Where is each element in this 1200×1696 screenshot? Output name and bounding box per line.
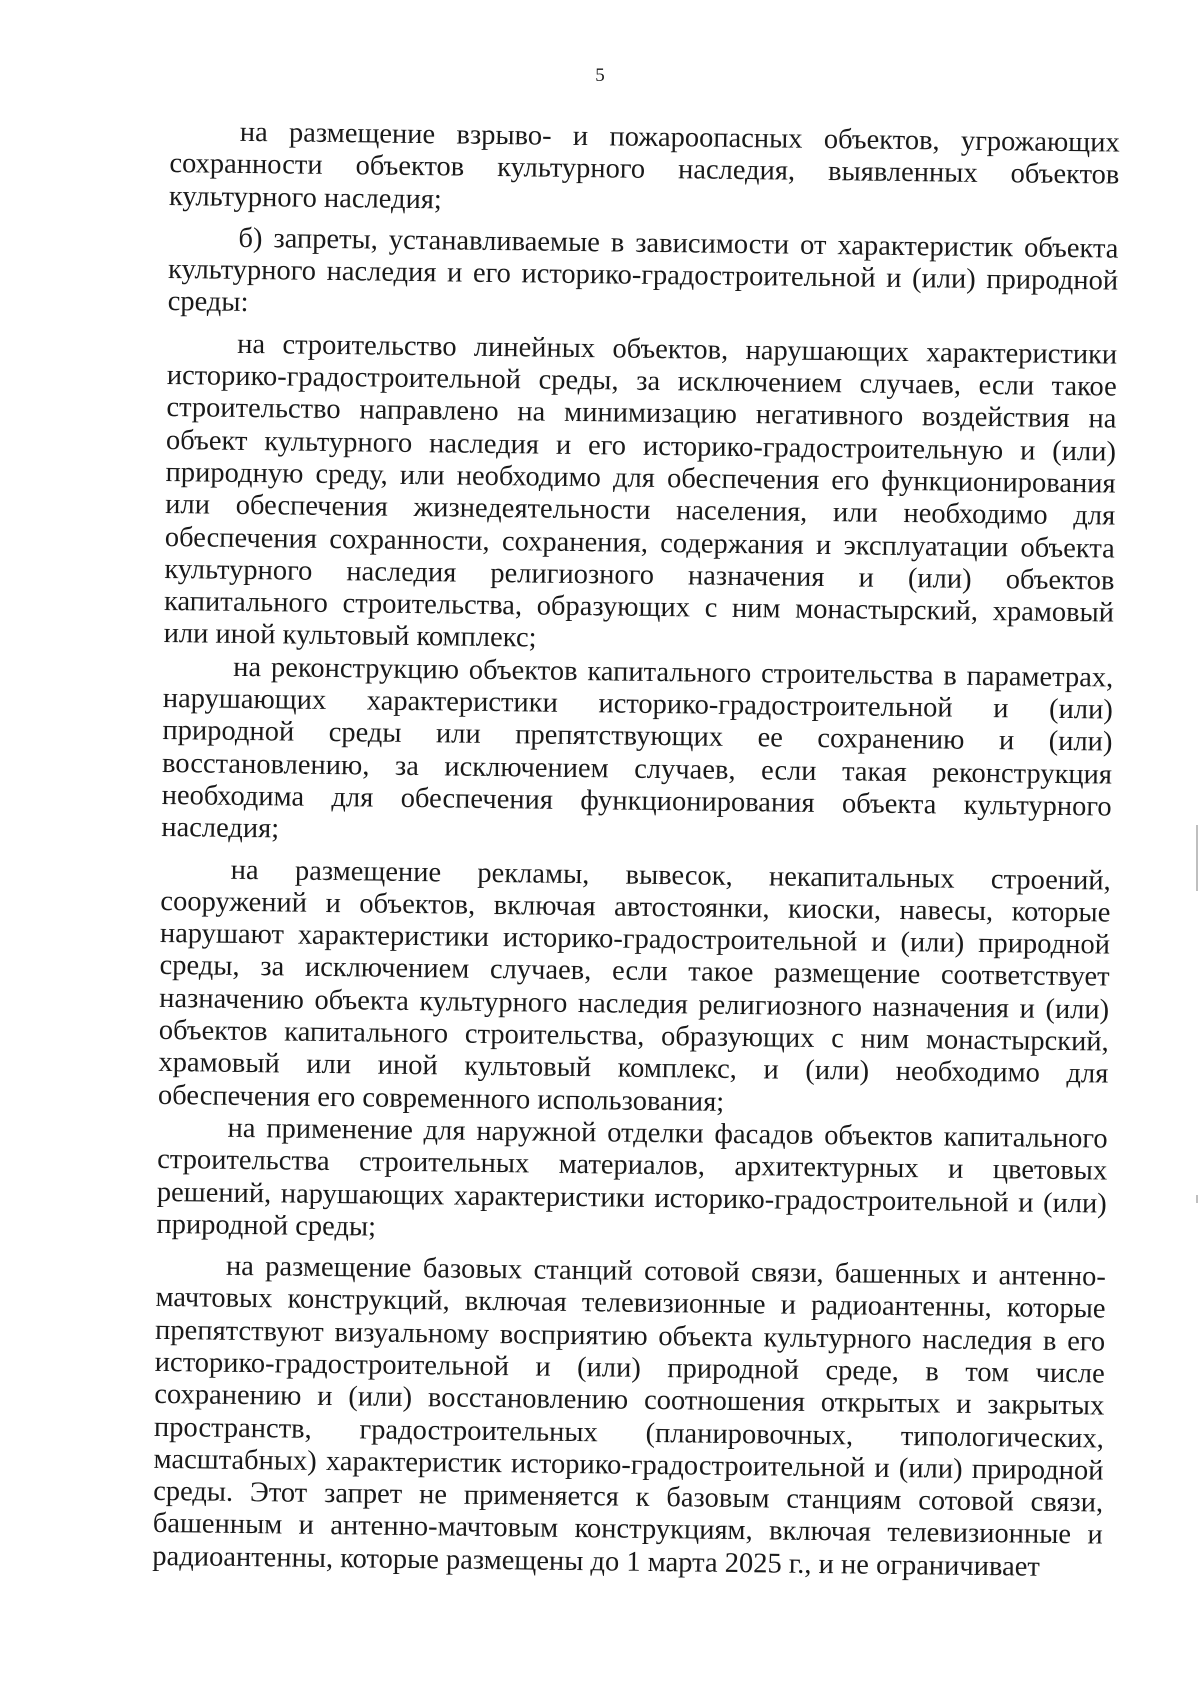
scan-edge-mark	[1196, 825, 1198, 891]
scan-edge-mark	[1196, 1195, 1198, 1203]
paragraph: б) запреты, устанавливаемые в зависимости от характеристик объекта культурного наследия и его историко-градостроительной и (или) природной среды:	[167, 222, 1119, 319]
page-number: 5	[595, 65, 605, 86]
document-body	[152, 116, 1120, 1585]
paragraph: на размещение рекламы, вывесок, некапитальных строений, сооружений и объектов, включая автостоянки, киоски, навесы, которые нарушают характеристики историко-градостроительной и (или) природной среды, за исключением случаев, если такое размещение соответствует назначению объекта культурного наследия религиозного назначения и (или) объектов капитального строительства, образующих с ним монастырский, храмовый или иной культовый комплекс, и (или) необходимо для обеспечения его современного использования;	[157, 854, 1111, 1118]
paragraph: на размещение взрыво- и пожароопасных объектов, угрожающих сохранности объектов культурного наследия, выявленных объектов культурного наследия;	[168, 116, 1120, 215]
paragraph: на реконструкцию объектов капитального строительства в параметрах, нарушающих характеристики историко-градостроительной и (или) природной среды или препятствующих ее сохранению и (или) восстановлению, за исключением случаев, если такая реконструкция необходима для обеспечения функционирования объекта культурного наследия;	[161, 651, 1114, 845]
paragraph: на размещение базовых станций сотовой связи, башенных и антенно-мачтовых конструкций, включая телевизионные и радиоантенны, которые препятствуют визуальному восприятию объекта культурного наследия в его историко-градостроительной и (или) природной среде, в том числе сохранению и (или) восстановлению соотношения открытых и закрытых пространств, градостроительных (планировочных, типологических, масштабных) характеристик историко-градостроительной и (или) природной среды. Этот запрет не применяется к базовым станциям сотовой связи, башенным и антенно-мачтовым конструкциям, включая телевизионные и радиоантенны, которые размещены до 1 марта 2025 г., и не ограничивает	[152, 1250, 1107, 1583]
paragraph: на применение для наружной отделки фасадов объектов капитального строительства строительных материалов, архитектурных и цветовых решений, нарушающих характеристики историко-градостроительной и (или) природной среды;	[156, 1112, 1108, 1243]
paragraph: на строительство линейных объектов, нарушающих характеристики историко-градостроительной среды, за исключением случаев, если такое строительство направлено на минимизацию негативного воздействия на объект культурного наследия и его историко-градостроительную и (или) природную среду, или необходимо для обеспечения его функционирования или обеспечения жизнедеятельности населения, или необходимо для обеспечения сохранности, сохранения, содержания и эксплуатации объекта культурного наследия религиозного назначения и (или) объектов капитального строительства, образующих с ним монастырский, храмовый или иной культовый комплекс;	[163, 328, 1118, 654]
